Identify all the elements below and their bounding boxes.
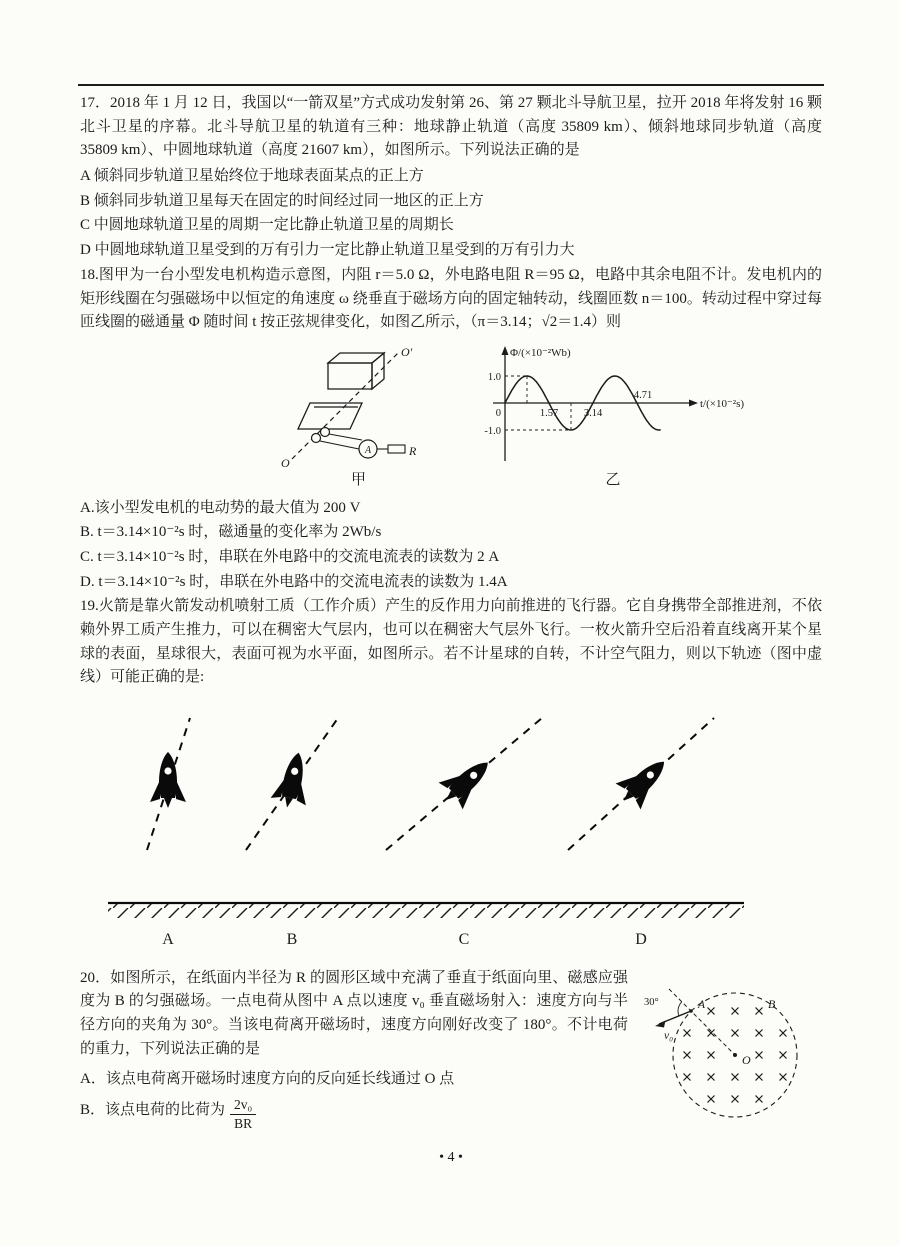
question-17: [80, 92, 822, 263]
y-tick-1: 1.0: [487, 371, 501, 383]
question-17-option-b: B 倾斜同步轨道卫星每天在固定的时间经过同一地区的正上方: [80, 192, 484, 209]
rocket-option-d: [568, 718, 714, 850]
magnetic-field-diagram: [640, 975, 822, 1127]
question-17-option-c: C 中圆地球轨道卫星的周期一定比静止轨道卫星的周期长: [80, 217, 454, 234]
rocket-c-icon: [434, 749, 500, 813]
question-19-text: 19.火箭是靠火箭发动机喷射工质（工作介质）产生的反作用力向前推进的飞行器。它自身携带全部推进剂，不依赖外界工质产生推力，可以在稠密大气层内，也可以在稠密大气层外飞行。一枚火箭升空后沿着直线离开某个星球的表面，星球很大，表面可视为水平面，如图所示。若不计星球的自转，不计空气阻力，则以下轨迹（图中虚线）可能正确的是:: [80, 598, 822, 686]
coil: [298, 403, 362, 429]
generator-axis-label-top: O′: [401, 344, 413, 359]
magnet-yoke: [328, 353, 384, 389]
charge-mass-ratio-fraction: [230, 1097, 256, 1131]
question-17-option-a: A 倾斜同步轨道卫星始终位于地球表面某点的正上方: [80, 168, 424, 185]
question-18-option-b: B. t＝3.14×10⁻²s 时，磁通量的变化率为 2Wb/s: [80, 524, 382, 541]
y-tick-neg1: -1.0: [484, 425, 501, 437]
slip-rings: [312, 427, 330, 442]
question-20: [80, 967, 822, 1131]
y-axis-arrow: [502, 346, 509, 355]
x-tick-157: 1.57: [539, 407, 559, 419]
center-label: O: [742, 1052, 751, 1067]
question-18-text: 18.图甲为一台小型发电机构造示意图，内阻 r＝5.0 Ω，外电路电阻 R＝95 Ω，电路中其余电阻不计。发电机内的矩形线圈在匀强磁场中以恒定的角速度 ω 绕垂直于磁场方向的固定轴转动，线圈匝数 n＝100。转动过程中穿过每匝线圈的磁通量 Φ 随时间 t 按正弦规律变化，如图乙所示，（π＝3.14；√2＝1.4）则: [80, 266, 822, 331]
y-axis-title: Φ/(×10⁻²Wb): [510, 346, 571, 359]
rockets-figure: [96, 698, 822, 957]
rocket-label-c: C: [458, 931, 470, 949]
field-label: B: [768, 996, 776, 1011]
velocity-label: v₀: [664, 1029, 674, 1042]
x-axis-title: t/(×10⁻²s): [700, 397, 745, 410]
question-18-option-a: A.该小型发电机的电动势的最大值为 200 V: [80, 499, 361, 516]
generator-figure: [276, 341, 441, 493]
figure-yi-caption: 乙: [605, 471, 621, 488]
fraction-denominator: BR: [234, 1115, 253, 1131]
rocket-option-c: [386, 718, 542, 850]
center-dot: [733, 1053, 737, 1057]
x-tick-314: 3.14: [583, 407, 603, 419]
angle-arc: [678, 1002, 682, 1016]
question-19: [80, 595, 822, 956]
question-18-option-c: C. t＝3.14×10⁻²s 时，串联在外电路中的交流电流表的读数为 2 A: [80, 548, 500, 565]
point-a-label: A: [698, 998, 706, 1011]
question-17-text: 17．2018 年 1 月 12 日，我国以“一箭双星”方式成功发射第 26、第 27 颗北斗导航卫星，拉开 2018 年将发射 16 颗北斗卫星的序幕。北斗导航卫星的轨道有三种：地球静止轨道（高度 35809 km）、倾斜地球同步轨道（高度 35809 km）、中圆地球轨道（高度 21607 km），如图所示。下列说法正确的是: [80, 95, 822, 159]
question-18: [80, 264, 822, 595]
velocity-arrowhead: [655, 1020, 666, 1027]
rocket-label-b: B: [286, 931, 298, 949]
flux-time-graph: [467, 341, 759, 469]
rocket-label-d: D: [635, 931, 647, 949]
generator-axis-label-bottom: O: [281, 455, 290, 469]
question-17-option-d: D 中圆地球轨道卫星受到的万有引力一定比静止轨道卫星受到的万有引力大: [80, 242, 575, 259]
rockets-diagram: [96, 698, 796, 948]
y-tick-0: 0: [495, 407, 501, 419]
generator-diagram: [276, 341, 441, 469]
question-20-option-a: A．该点电荷离开磁场时速度方向的反向延长线通过 O 点: [80, 1070, 455, 1087]
rocket-a-icon: [150, 752, 186, 808]
figure-jia-caption: 甲: [350, 471, 366, 488]
flux-graph-figure: [467, 341, 759, 493]
question-18-figures: [276, 341, 822, 493]
x-axis-arrow: [689, 399, 698, 406]
header-rule: [78, 84, 824, 86]
x-tick-471: 4.71: [633, 389, 653, 401]
page-number: • 4 •: [439, 1150, 463, 1166]
resistor-label: R: [409, 443, 417, 458]
rocket-option-b: [246, 718, 338, 850]
question-20-text: 20．如图所示，在纸面内半径为 R 的圆形区域中充满了垂直于纸面向里、磁感应强度为 B 的匀强磁场。一点电荷从图中 A 点以速度 v₀ 垂直磁场射入：速度方向与半径方向的夹角为 30°。当该电荷离开磁场时，速度方向刚好改变了 180°。不计电荷的重力，下列说法正确的是: [80, 969, 628, 1057]
fraction-numerator: 2v₀: [230, 1097, 256, 1115]
rocket-option-a: [147, 718, 190, 850]
ammeter-label: A: [364, 444, 372, 456]
rocket-label-a: A: [162, 931, 174, 949]
angle-label: 30°: [644, 996, 659, 1008]
question-20-option-b-text: B．该点电荷的比荷为: [80, 1102, 226, 1119]
rocket-d-icon: [611, 749, 676, 814]
question-18-option-d: D. t＝3.14×10⁻²s 时，串联在外电路中的交流电流表的读数为 1.4A: [80, 573, 508, 590]
ground-hatching: [108, 903, 744, 918]
